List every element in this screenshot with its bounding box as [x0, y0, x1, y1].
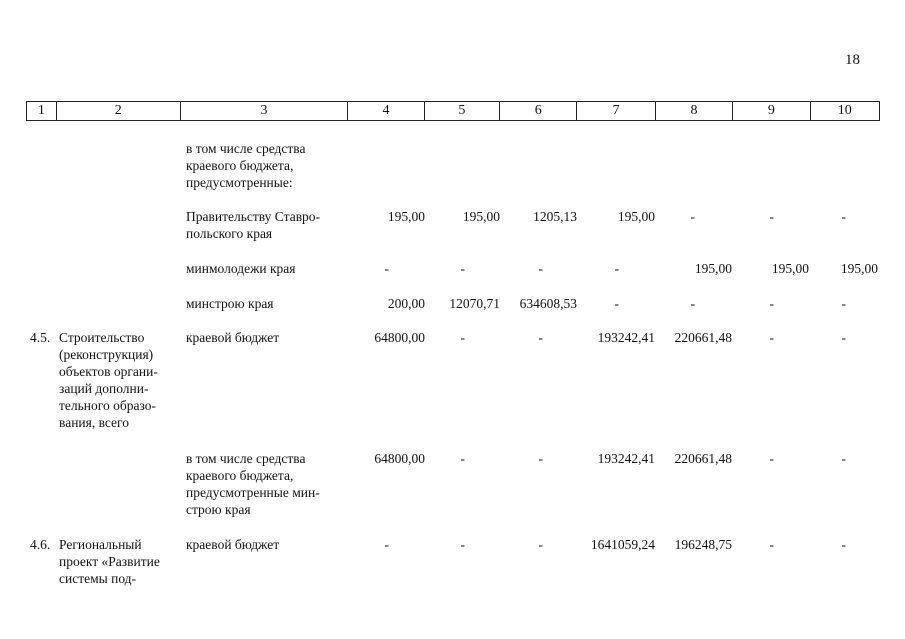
value-cell: 1205,13 [533, 209, 577, 224]
value-cell: 200,00 [387, 296, 425, 311]
value-cell: - [841, 296, 846, 311]
column-header-8: 8 [656, 102, 733, 120]
value-cell: 12070,71 [449, 296, 500, 311]
row-name: Региональный [59, 537, 142, 552]
row-description: минстрою края [186, 296, 274, 311]
row-description: предусмотренные: [186, 175, 293, 190]
row-description: минмолодежи края [186, 261, 296, 276]
row-description: в том числе средства [186, 451, 306, 466]
column-header-2: 2 [57, 102, 181, 120]
row-name: тельного образо- [59, 398, 156, 413]
row-description: строю края [186, 502, 251, 517]
value-cell: - [384, 537, 389, 552]
row-name: проект «Развитие [59, 554, 160, 569]
value-cell: - [384, 261, 389, 276]
value-cell: 1641059,24 [590, 537, 655, 552]
value-cell: - [538, 537, 543, 552]
value-cell: - [769, 209, 774, 224]
row-description: краевой бюджет [186, 330, 280, 345]
column-header-9: 9 [733, 102, 810, 120]
value-cell: - [841, 451, 846, 466]
row-description: краевой бюджет [186, 537, 280, 552]
value-cell: - [769, 451, 774, 466]
value-cell: - [538, 261, 543, 276]
value-cell: - [538, 330, 543, 345]
value-cell: 195,00 [387, 209, 425, 224]
value-cell: - [460, 451, 465, 466]
row-name: Строительство [59, 330, 145, 345]
row-description: краевого бюджета, [186, 158, 294, 173]
row-name: системы под- [59, 571, 137, 586]
value-cell: - [841, 330, 846, 345]
row-name: заций дополни- [59, 381, 149, 396]
row-name: вания, всего [59, 415, 129, 430]
value-cell: - [841, 209, 846, 224]
value-cell: 64800,00 [374, 330, 425, 345]
value-cell: - [769, 330, 774, 345]
column-header-7: 7 [577, 102, 655, 120]
column-header-10: 10 [837, 103, 852, 118]
value-cell: 220661,48 [674, 451, 732, 466]
value-cell: - [460, 330, 465, 345]
column-header-3: 3 [181, 102, 349, 120]
column-header-1: 1 [27, 102, 57, 120]
column-header-5: 5 [425, 102, 500, 120]
row-description: польского края [186, 226, 273, 241]
value-cell: 196248,75 [674, 537, 732, 552]
row-description: краевого бюджета, [186, 468, 294, 483]
column-header-4: 4 [348, 102, 424, 120]
value-cell: 634608,53 [519, 296, 577, 311]
value-cell: - [690, 296, 695, 311]
row-description: Правительству Ставро- [186, 209, 321, 224]
row-name: объектов органи- [59, 364, 158, 379]
value-cell: - [460, 537, 465, 552]
value-cell: 64800,00 [374, 451, 425, 466]
value-cell: - [538, 451, 543, 466]
value-cell: - [769, 537, 774, 552]
value-cell: 195,00 [462, 209, 500, 224]
value-cell: 193242,41 [597, 330, 655, 345]
value-cell: - [460, 261, 465, 276]
value-cell: - [690, 209, 695, 224]
row-description: в том числе средства [186, 141, 306, 156]
value-cell: 195,00 [771, 261, 809, 276]
value-cell: - [614, 296, 619, 311]
row-description: предусмотренные мин- [186, 485, 320, 500]
row-number: 4.5. [30, 330, 51, 345]
page-number: 18 [845, 52, 860, 68]
row-name: (реконструкция) [59, 347, 154, 362]
column-header-6: 6 [500, 102, 577, 120]
value-cell: 195,00 [694, 261, 732, 276]
value-cell: 220661,48 [674, 330, 732, 345]
value-cell: 195,00 [840, 261, 878, 276]
table-header-row [26, 101, 880, 121]
row-number: 4.6. [30, 537, 51, 552]
value-cell: - [614, 261, 619, 276]
value-cell: - [841, 537, 846, 552]
value-cell: - [769, 296, 774, 311]
value-cell: 193242,41 [597, 451, 655, 466]
value-cell: 195,00 [617, 209, 655, 224]
